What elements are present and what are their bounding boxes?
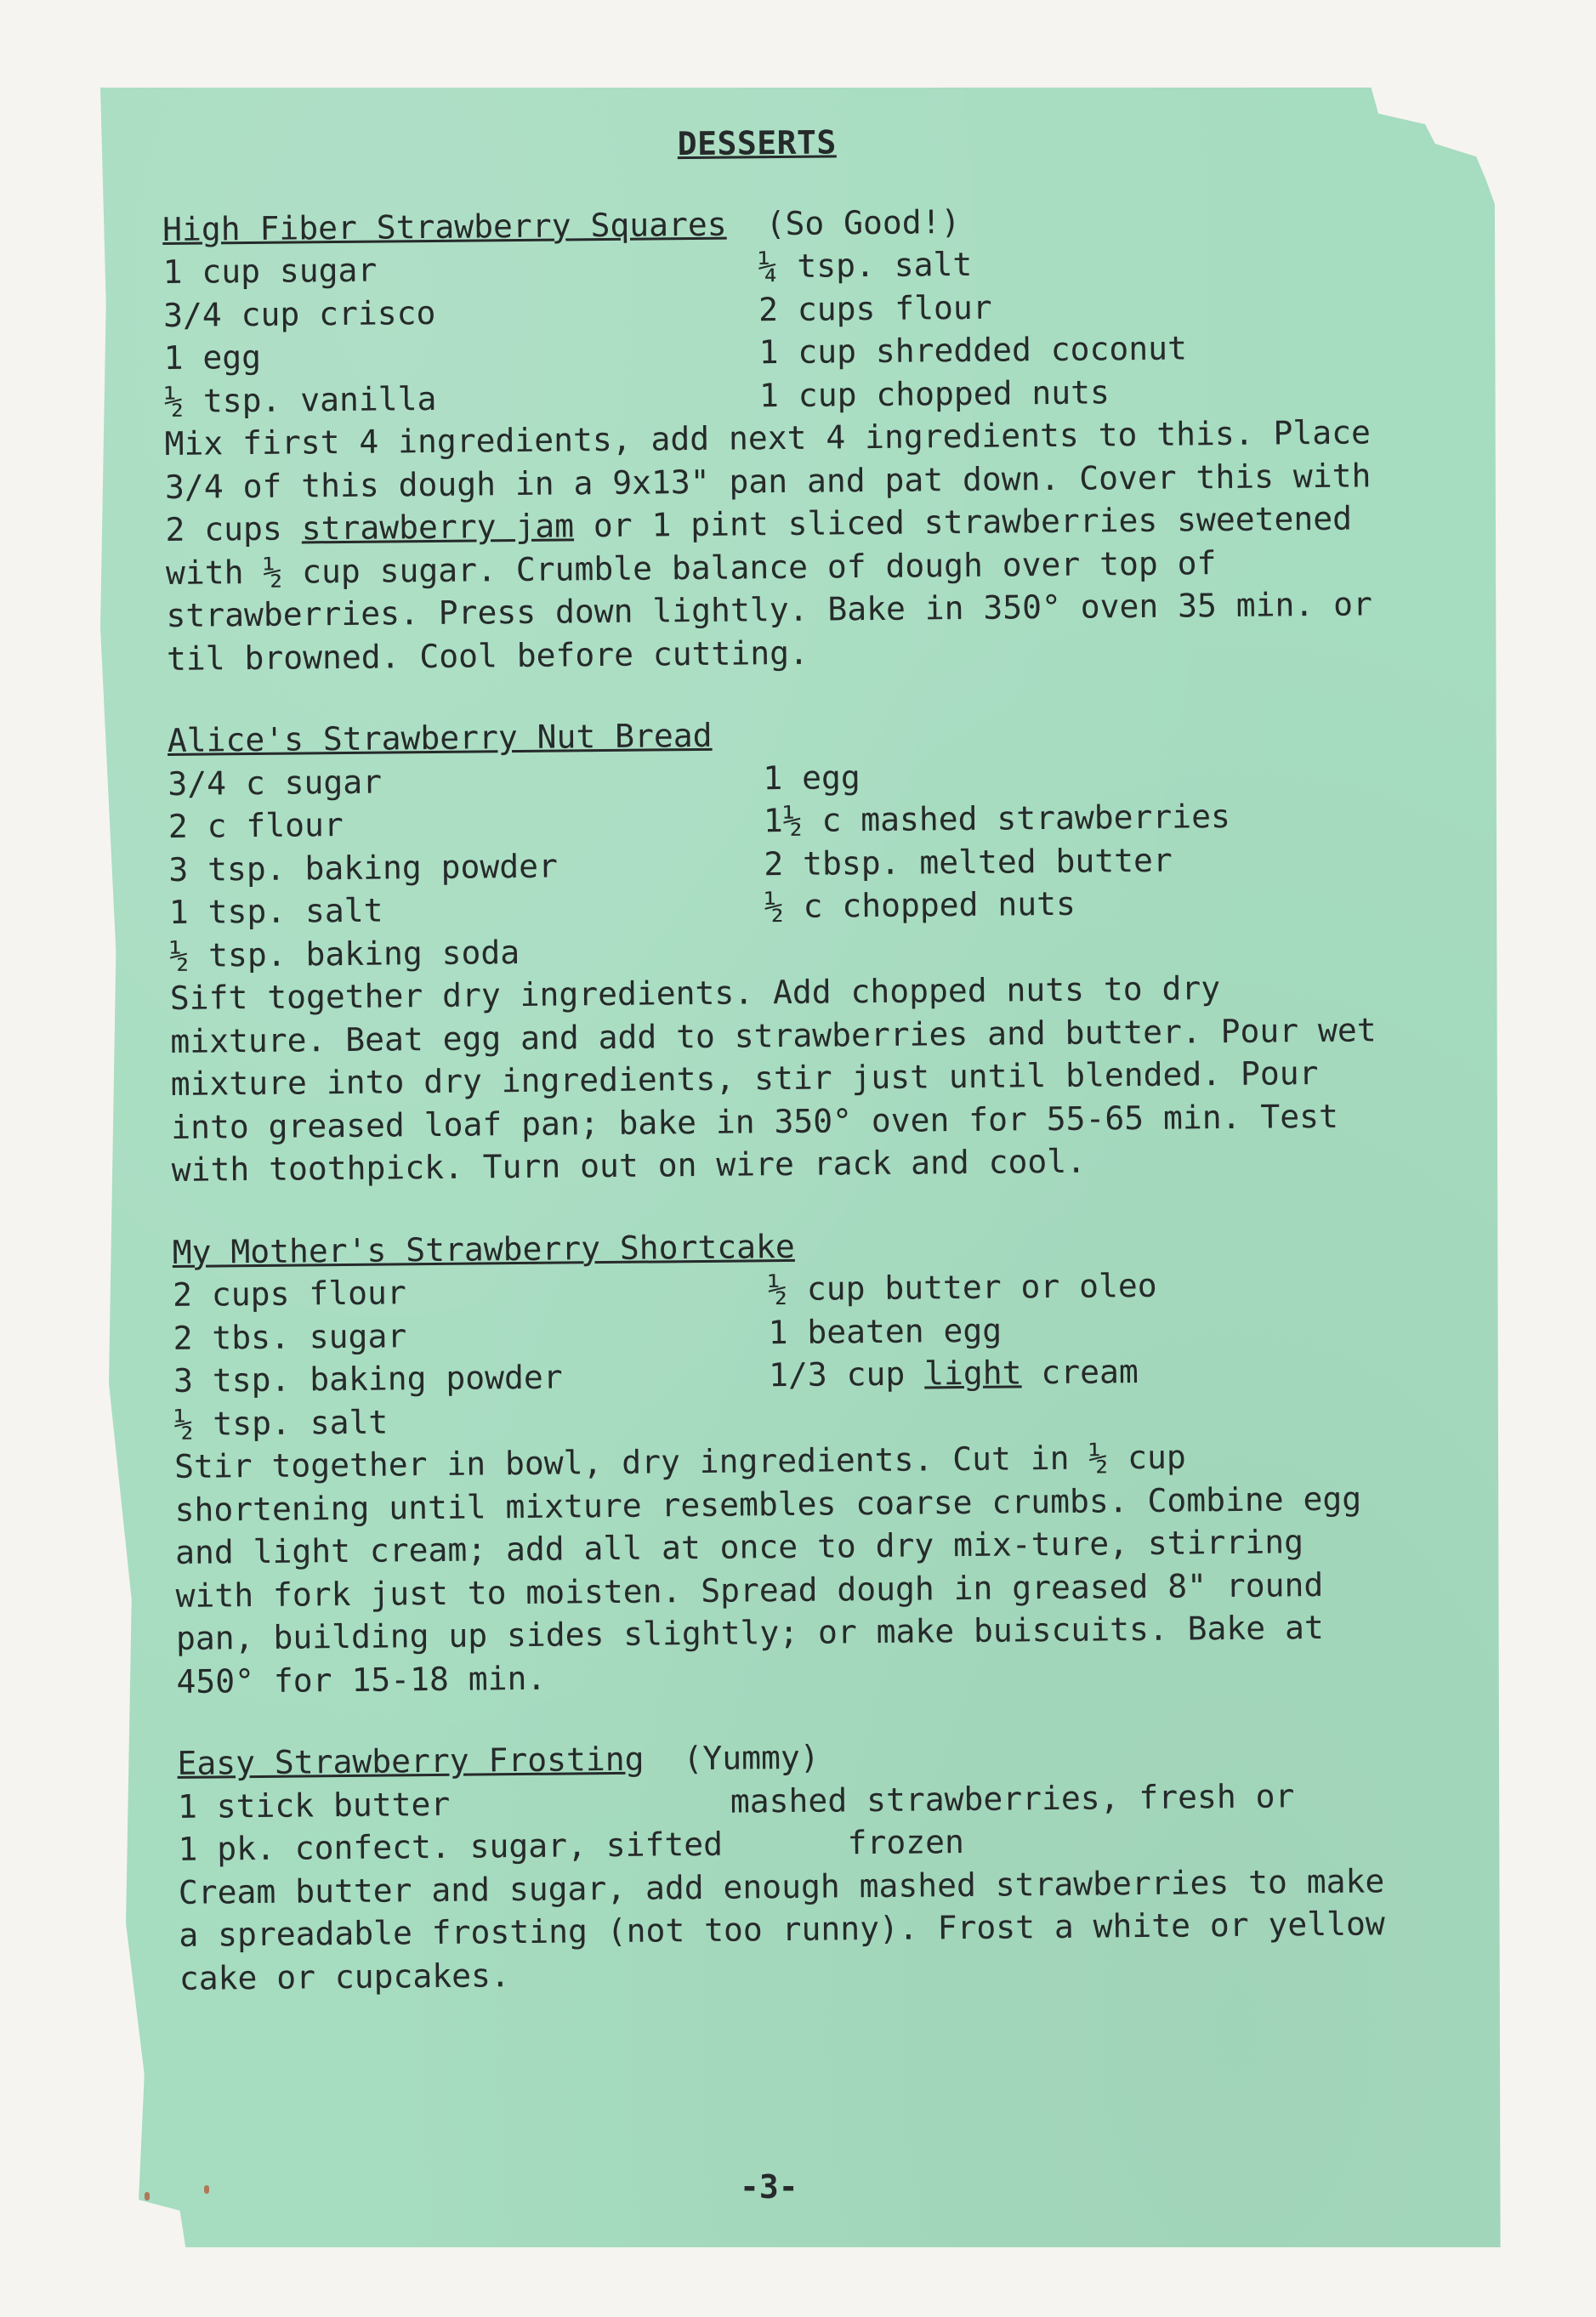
ingredient: 2 c flour [168, 805, 344, 845]
ingredient: 1 stick butter [177, 1785, 451, 1826]
ingredient-text: cream [1021, 1353, 1139, 1392]
page-content [162, 116, 1405, 2039]
instructions-underlined-text: strawberry jam [301, 507, 575, 548]
recipe-easy-strawberry-frosting [177, 1730, 1404, 2000]
instructions-text: Mix first 4 ingredients, add next 4 ingredients to this. Place 3/4 of this dough in a 9x13" pan and pat down. Cover this with 2 cups [164, 413, 1372, 548]
ingredient-list [178, 1774, 1403, 1871]
ingredient: 2 tbs. sugar [173, 1316, 407, 1357]
ingredient: ½ cup butter or oleo [767, 1266, 1157, 1309]
ingredient: ½ tsp. vanilla [163, 379, 437, 420]
page-title: DESSERTS [677, 123, 837, 163]
recipe-alices-strawberry-nut-bread [168, 707, 1396, 1191]
ingredient-list [162, 239, 1389, 423]
ingredient-column-right [768, 1262, 1399, 1440]
ingredient: 1 egg [763, 758, 860, 797]
recipe-title: My Mother's Strawberry Shortcake [172, 1227, 795, 1271]
recipe-my-mothers-strawberry-shortcake [172, 1219, 1400, 1703]
ingredient [769, 1348, 1398, 1397]
recipe-title: Alice's Strawberry Nut Bread [167, 716, 713, 759]
ingredient-column-left [168, 757, 764, 977]
ingredient: 3/4 c sugar [168, 763, 383, 803]
ingredient: ¼ tsp. salt [758, 245, 973, 286]
ingredient-column-left [178, 1780, 731, 1871]
recipe-instructions: Stir together in bowl, dry ingredients. Cut in ½ cup shortening until mixture resembles coarse crumbs. Combine egg and light cream; add all at once to dry mix-ture, stirring with fork just to moisten. Spread dough in greased 8" round pan, building up sides slightly; or make buiscuits. Bake at 450° for 15-18 min. [173, 1438, 1362, 1701]
ingredient: 3 tsp. baking powder [173, 1358, 563, 1400]
ingredient: ½ c chopped nuts [764, 884, 1076, 926]
ingredient-column-left [173, 1268, 770, 1445]
ingredient: mashed strawberries, fresh or [730, 1776, 1295, 1820]
ingredient: 1 egg [163, 338, 262, 377]
recipe-instructions: Sift together dry ingredients. Add chopped nuts to dry mixture. Beat egg and add to strawberries and butter. Pour wet mixture into dry ingredients, stir just until blended. Pour into greased loaf pan; bake in 350° oven for 55-65 min. Test with toothpick. Turn out on wire rack and cool. [169, 969, 1377, 1189]
ingredient: 1 cup shredded coconut [758, 329, 1188, 372]
ingredient-column-right [763, 751, 1394, 972]
ingredient: ½ tsp. baking soda [169, 933, 520, 974]
recipe-instructions: Cream butter and sugar, add enough mashed strawberries to make a spreadable frosting (not too runny). Frost a white or yellow cake or cupcakes. [178, 1861, 1385, 1997]
ingredient-list [168, 751, 1394, 977]
paper-speck [145, 2192, 150, 2201]
paper-speck [204, 2185, 209, 2194]
instructions-text: or 1 pint sliced strawberries sweetened with ½ cup sugar. Crumble balance of dough over top of strawberries. Press down lightly. Bake in 350° oven 35 min. or til browned. Cool before cutting. [165, 499, 1373, 678]
ingredient: 3/4 cup crisco [162, 293, 436, 334]
ingredient: 2 cups flour [758, 288, 992, 328]
ingredient-underlined-text: light [923, 1354, 1022, 1393]
ingredient: frozen [730, 1823, 965, 1863]
ingredient: 1½ c mashed strawberries [763, 797, 1231, 840]
ingredient-list [173, 1262, 1399, 1445]
ingredient: 1 cup sugar [162, 251, 378, 291]
ingredient: 2 tbsp. melted butter [764, 841, 1173, 883]
ingredient: ½ tsp. salt [173, 1403, 389, 1443]
ingredient: 1 pk. confect. sugar, sifted [178, 1825, 724, 1868]
recipe-note: (Yummy) [683, 1738, 820, 1778]
ingredient: 1 cup chopped nuts [758, 372, 1110, 414]
recipe-instructions [164, 411, 1391, 680]
ingredient: 1 beaten egg [768, 1311, 1002, 1351]
recipe-high-fiber-strawberry-squares [162, 196, 1391, 680]
page-number: -3- [740, 2168, 798, 2206]
ingredient-column-right [758, 239, 1389, 417]
ingredient-text: 1/3 cup [768, 1354, 925, 1394]
ingredient-column-right [730, 1774, 1403, 1866]
ingredient: 1 tsp. salt [168, 891, 383, 931]
ingredient-column-left [162, 245, 759, 423]
ingredient: 2 cups flour [172, 1274, 406, 1314]
recipe-title: Easy Strawberry Frosting [177, 1740, 645, 1782]
recipe-title: High Fiber Strawberry Squares [162, 205, 727, 248]
ingredient: 3 tsp. baking powder [168, 847, 559, 889]
recipe-note: (So Good!) [765, 202, 961, 242]
